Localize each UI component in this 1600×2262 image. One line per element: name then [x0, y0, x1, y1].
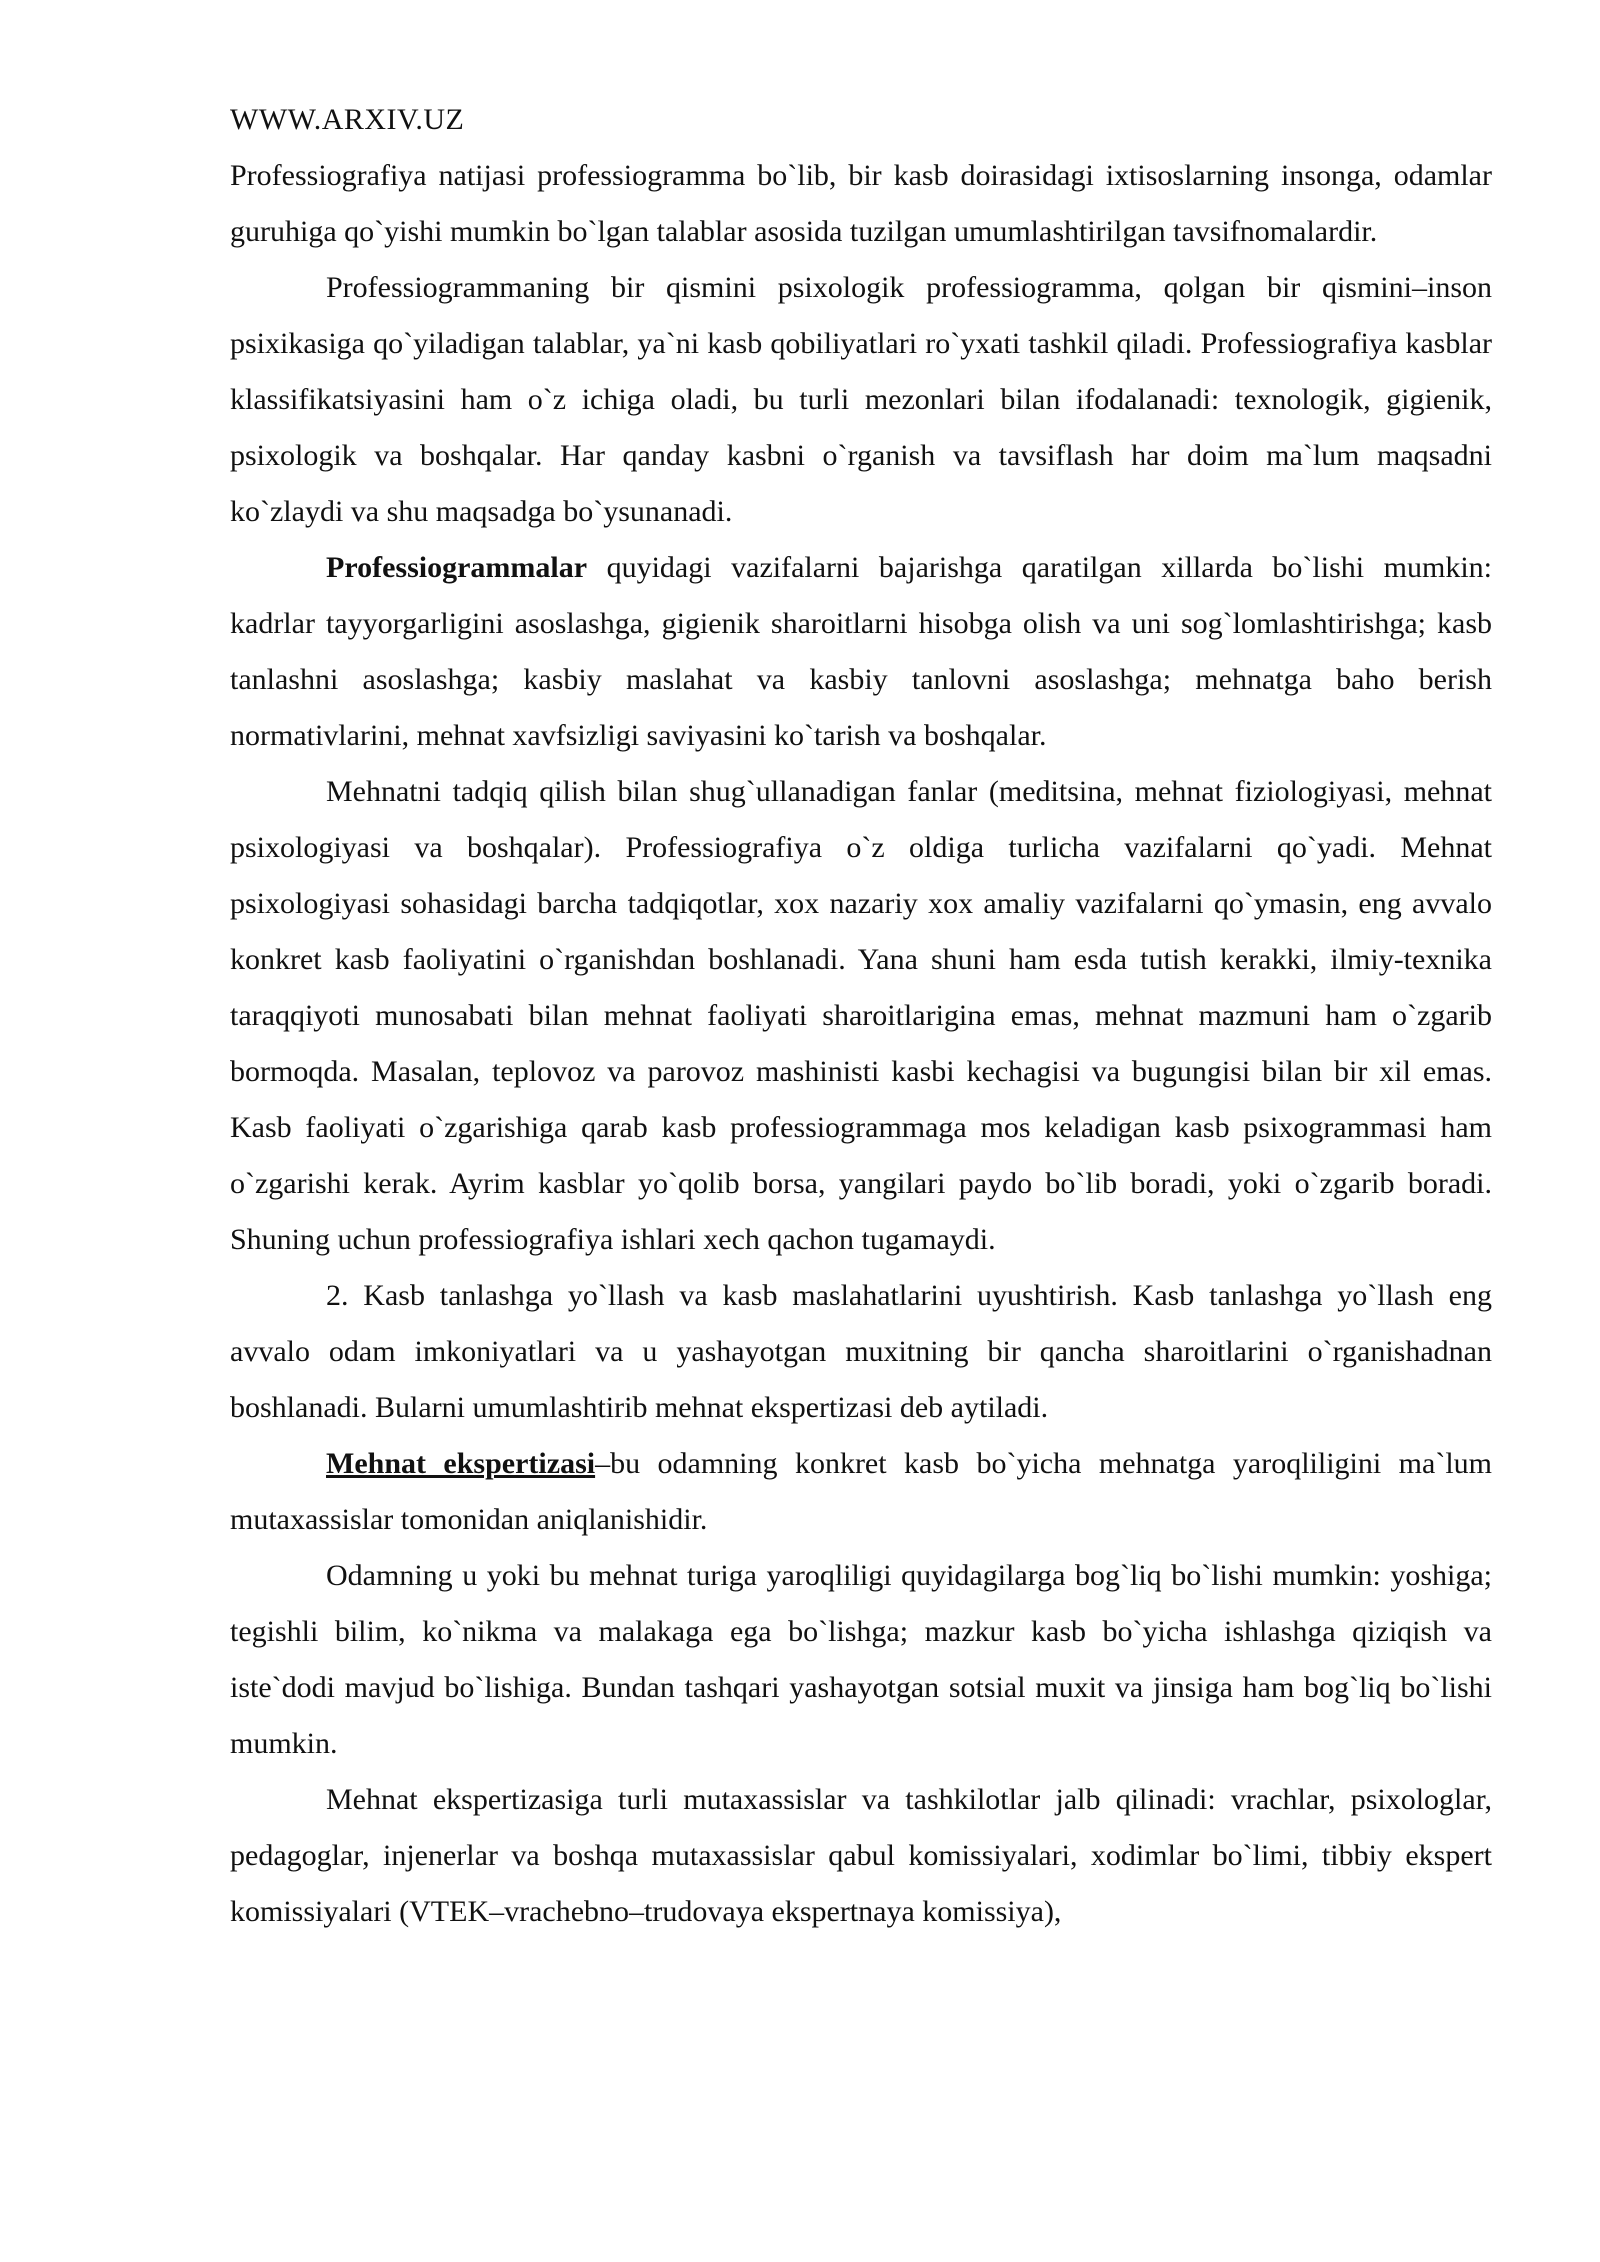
paragraph-career-guidance: 2. Kasb tanlashga yo`llash va kasb maslahatlarini uyushtirish. Kasb tanlashga yo`llash eng avvalo odam imkoniyatlari va u yashayotgan muxitning bir qancha sharoitlarini o`rganishadnan boshlanadi. Bularni umumlashtirib mehnat ekspertizasi deb aytiladi.	[230, 1279, 1492, 1424]
paragraph-labor-expertise-definition	[230, 1436, 1492, 1548]
paragraph-professiogrammalar-tasks	[230, 540, 1492, 764]
site-header: WWW.ARXIV.UZ	[230, 103, 465, 136]
document-page	[230, 92, 1492, 1940]
paragraph-professiografiya-result: Professiografiya natijasi professiogramma bo`lib, bir kasb doirasidagi ixtisoslarning insonga, odamlar guruhiga qo`yishi mumkin bo`lgan talablar asosida tuzilgan umumlashtirilgan tavsifnomalardir.	[230, 159, 1492, 248]
paragraph-labor-expertise-text: –bu odamning konkret kasb bo`yicha mehnatga yaroqliligini ma`lum mutaxassislar tomonidan aniqlanishidir.	[230, 1447, 1492, 1536]
term-mehnat-ekspertizasi: Mehnat ekspertizasi	[326, 1447, 596, 1480]
paragraph-professiogrammalar-text: quyidagi vazifalarni bajarishga qaratilgan xillarda bo`lishi mumkin: kadrlar tayyorgarligini asoslashga, gigienik sharoitlarni hisobga olish va uni sog`lomlashtirishga; kasb tanlashni asoslashga; kasbiy maslahat va kasbiy tanlovni asoslashga; mehnatga baho berish normativlarini, mehnat xavfsizligi saviyasini ko`tarish va boshqalar.	[230, 551, 1492, 752]
paragraph-suitability-factors: Odamning u yoki bu mehnat turiga yaroqliligi quyidagilarga bog`liq bo`lishi mumkin: yoshiga; tegishli bilim, ko`nikma va malakaga ega bo`lishga; mazkur kasb bo`yicha ishlashga qiziqish va iste`dodi mavjud bo`lishiga. Bundan tashqari yashayotgan sotsial muxit va jinsiga ham bog`liq bo`lishi mumkin.	[230, 1559, 1492, 1760]
term-professiogrammalar: Professiogrammalar	[326, 551, 588, 584]
paragraph-labor-research: Mehnatni tadqiq qilish bilan shug`ullanadigan fanlar (meditsina, mehnat fiziologiyasi, mehnat psixologiyasi va boshqalar). Professiografiya o`z oldiga turlicha vazifalarni qo`yadi. Mehnat psixologiyasi sohasidagi barcha tadqiqotlar, xox nazariy xox amaliy vazifalarni qo`ymasin, eng avvalo konkret kasb faoliyatini o`rganishdan boshlanadi. Yana shuni ham esda tutish kerakki, ilmiy-texnika taraqqiyoti munosabati bilan mehnat faoliyati sharoitlarigina emas, mehnat mazmuni ham o`zgarib bormoqda. Masalan, teplovoz va parovoz mashinisti kasbi kechagisi va bugungisi bilan bir xil emas. Kasb faoliyati o`zgarishiga qarab kasb professiogrammaga mos keladigan kasb psixogrammasi ham o`zgarishi kerak. Ayrim kasblar yo`qolib borsa, yangilari paydo bo`lib boradi, yoki o`zgarib boradi. Shuning uchun professiografiya ishlari xech qachon tugamaydi.	[230, 775, 1492, 1256]
paragraph-expertise-participants: Mehnat ekspertizasiga turli mutaxassislar va tashkilotlar jalb qilinadi: vrachlar, psixologlar, pedagoglar, injenerlar va boshqa mutaxassislar qabul komissiyalari, xodimlar bo`limi, tibbiy ekspert komissiyalari (VTEK–vrachebno–trudovaya ekspertnaya komissiya),	[230, 1783, 1492, 1928]
paragraph-professiogramma-parts: Professiogrammaning bir qismini psixologik professiogramma, qolgan bir qismini–inson psixikasiga qo`yiladigan talablar, ya`ni kasb qobiliyatlari ro`yxati tashkil qiladi. Professiografiya kasblar klassifikatsiyasini ham o`z ichiga oladi, bu turli mezonlari bilan ifodalanadi: texnologik, gigienik, psixologik va boshqalar. Har qanday kasbni o`rganish va tavsiflash har doim ma`lum maqsadni ko`zlaydi va shu maqsadga bo`ysunanadi.	[230, 271, 1492, 528]
